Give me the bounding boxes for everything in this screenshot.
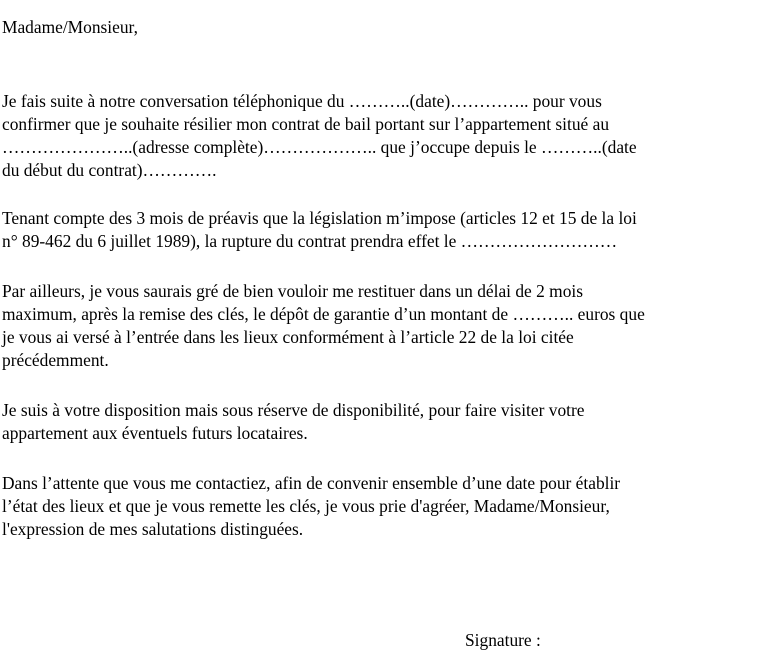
paragraph-3-line-2: maximum, après la remise des clés, le dépôt de garantie d’un montant de ……….. euros que [2, 304, 645, 324]
paragraph-2-line-2: n° 89-462 du 6 juillet 1989), la rupture du contrat prendra effet le ……………………… [2, 231, 618, 251]
paragraph-5-line-1: Dans l’attente que vous me contactiez, afin de convenir ensemble d’une date pour établir [2, 473, 621, 493]
paragraph-1-line-4: du début du contrat)…………. [2, 160, 217, 180]
paragraph-3-line-4: précédemment. [2, 350, 109, 370]
paragraph-4-line-2: appartement aux éventuels futurs locataires. [2, 423, 308, 443]
salutation: Madame/Monsieur, [2, 17, 138, 37]
paragraph-1-line-3: …………………..(adresse complète)……………….. que j’occupe depuis le ………..(date [2, 137, 637, 157]
paragraph-1-line-2: confirmer que je souhaite résilier mon contrat de bail portant sur l’appartement situé au [2, 114, 610, 134]
paragraph-2-line-1: Tenant compte des 3 mois de préavis que la législation m’impose (articles 12 et 15 de la loi [2, 208, 637, 228]
paragraph-1-line-1: Je fais suite à notre conversation téléphonique du ………..(date)………….. pour vous [2, 91, 602, 111]
paragraph-3-line-3: je vous ai versé à l’entrée dans les lieux conformément à l’article 22 de la loi citée [2, 327, 574, 347]
paragraph-5-line-2: l’état des lieux et que je vous remette les clés, je vous prie d'agréer, Madame/Monsieur, [2, 496, 610, 516]
signature-label: Signature : [465, 630, 541, 651]
paragraph-3-line-1: Par ailleurs, je vous saurais gré de bien vouloir me restituer dans un délai de 2 mois [2, 281, 583, 301]
paragraph-4-line-1: Je suis à votre disposition mais sous réserve de disponibilité, pour faire visiter votre [2, 400, 585, 420]
paragraph-5-line-3: l'expression de mes salutations distinguées. [2, 519, 304, 539]
